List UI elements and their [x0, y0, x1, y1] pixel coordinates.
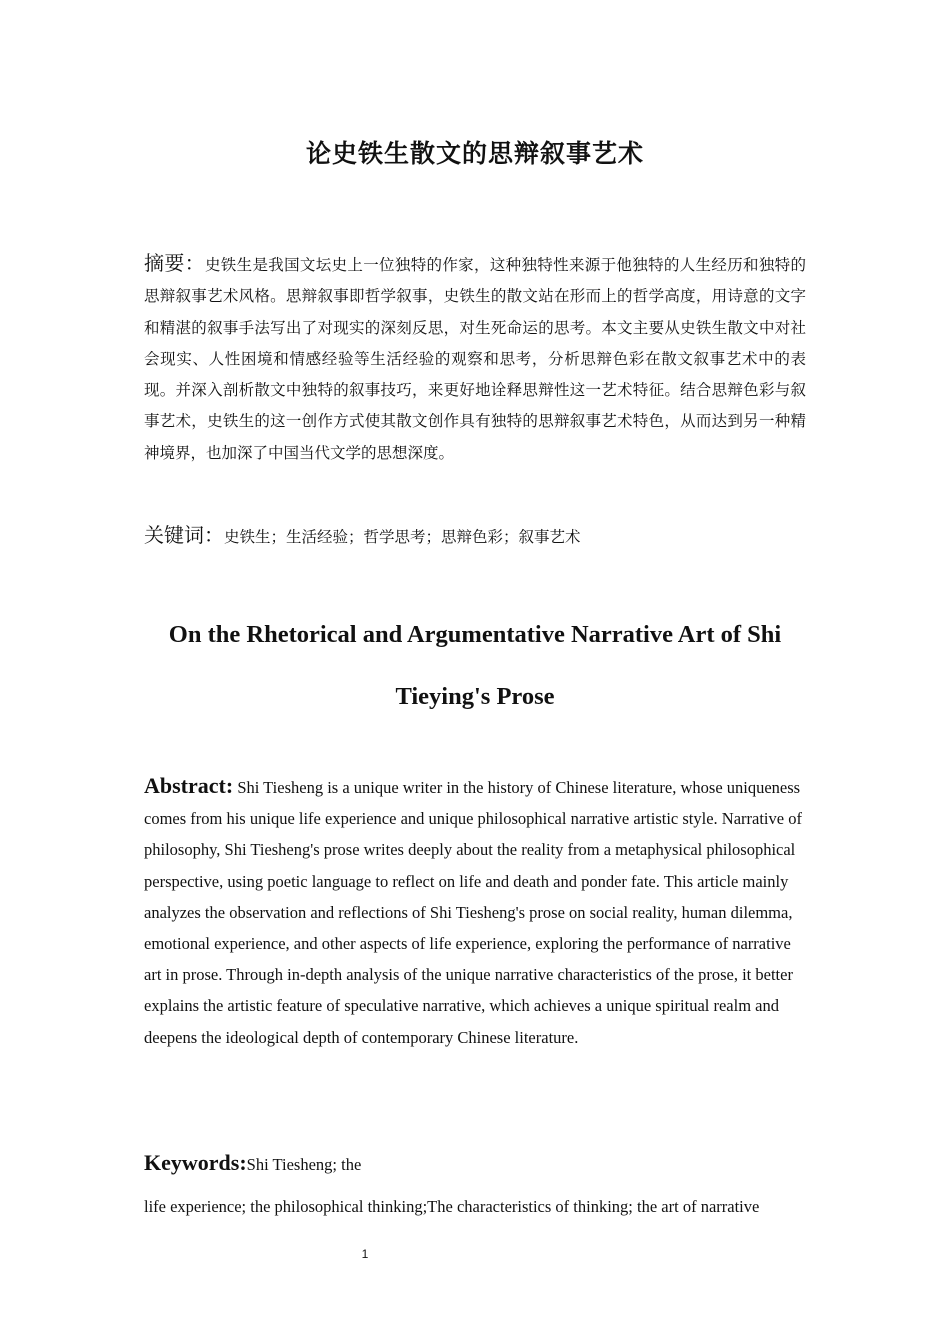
english-title-line-1: On the Rhetorical and Argumentative Narrative Art of Shi	[168, 621, 782, 648]
english-keywords-line-1: Shi Tiesheng; the	[246, 1155, 362, 1174]
chinese-abstract-text: 史铁生是我国文坛史上一位独特的作家，这种独特性来源于他独特的人生经历和独特的思辩叙事艺术风格。思辩叙事即哲学叙事，史铁生的散文站在形而上的哲学高度，用诗意的文字和精湛的叙事手法写出了对现实的深刻反思，对生死命运的思考。本文主要从史铁生散文中对社会现实、人性困境和情感经验等生活经验的观察和思考，分析思辩色彩在散文叙事艺术中的表现。并深入剖析散文中独特的叙事技巧，来更好地诠释思辩性这一艺术特征。结合思辩色彩与叙事艺术，史铁生的这一创作方式使其散文创作具有独特的思辩叙事艺术特色，从而达到另一种精神境界，也加深了中国当代文学的思想深度。	[144, 256, 806, 462]
english-abstract	[144, 770, 808, 1053]
english-keywords-line-2: life experience; the philosophical thinking;The characteristics of thinking; the art of narrative	[144, 1197, 760, 1216]
chinese-keywords-text: 史铁生；生活经验；哲学思考；思辩色彩；叙事艺术	[224, 528, 581, 546]
english-abstract-label: Abstract:	[144, 773, 234, 798]
chinese-abstract-label: 摘要：	[144, 251, 205, 275]
english-title	[130, 604, 820, 728]
chinese-keywords-label: 关键词：	[144, 523, 224, 547]
chinese-keywords	[144, 519, 806, 553]
page-number: 1	[361, 1247, 369, 1261]
english-title-line-2: Tieying's Prose	[395, 683, 555, 710]
english-abstract-text: Shi Tiesheng is a unique writer in the history of Chinese literature, whose uniqueness comes from his unique life experience and unique philosophical narrative artistic style. Narrative of philosophy, Shi Tiesheng's prose writes deeply about the reality from a metaphysical philosophical perspective, using poetic language to reflect on life and death and ponder fate. This article mainly analyzes the observation and reflections of Shi Tiesheng's prose on social reality, human dilemma, emotional experience, and other aspects of life experience, exploring the performance of narrative art in prose. Through in-depth analysis of the unique narrative characteristics of the prose, it better explains the artistic feature of speculative narrative, which achieves a unique spiritual realm and deepens the ideological depth of contemporary Chinese literature.	[144, 778, 802, 1047]
english-keywords-label: Keywords:	[144, 1150, 247, 1175]
chinese-abstract	[144, 248, 806, 469]
chinese-title: 论史铁生散文的思辩叙事艺术	[305, 139, 644, 168]
english-keywords	[144, 1142, 808, 1228]
